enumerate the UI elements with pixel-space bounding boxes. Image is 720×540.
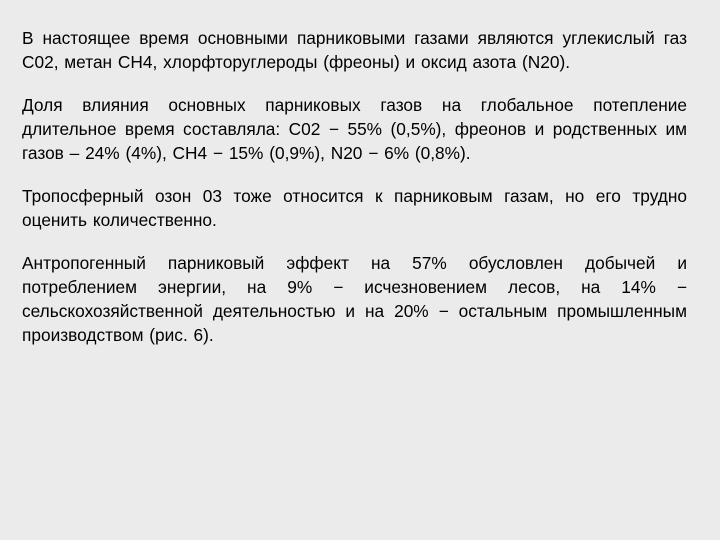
paragraph-tropospheric-ozone: Тропосферный озон 03 тоже относится к парниковым газам, но его трудно оценить количественно. [22,186,687,230]
paragraph-greenhouse-gases: В настоящее время основными парниковыми газами являются углекислый газ С02, метан СН4, хлорфторуглероды (фреоны) и оксид азота (N20). [22,28,687,72]
paragraph-anthropogenic-effect: Антропогенный парниковый эффект на 57% обусловлен добычей и потреблением энергии, на 9% − исчезновением лесов, на 14% − сельскохозяйственной деятельностью и на 20% − остальным промышленным производством (рис. 6). [22,253,687,345]
paragraph-influence-share: Доля влияния основных парниковых газов на глобальное потепление длительное время составляла: С02 − 55% (0,5%), фреонов и родственных им газов – 24% (4%), СН4 − 15% (0,9%), N20 − 6% (0,8%). [22,95,687,163]
text-content [22,26,687,366]
